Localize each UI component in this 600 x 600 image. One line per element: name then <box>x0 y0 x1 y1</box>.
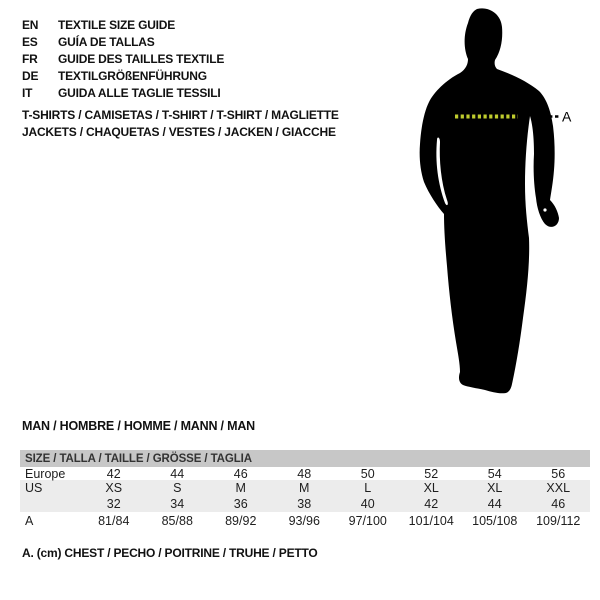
language-row-de <box>22 68 224 85</box>
table-cell: 101/104 <box>408 514 454 528</box>
row-label: A <box>25 514 34 528</box>
table-cell: M <box>235 481 246 495</box>
man-silhouette-figure <box>390 0 600 400</box>
table-cell: 32 <box>106 497 121 511</box>
table-cell: M <box>299 481 310 495</box>
table-cell: 46 <box>233 467 248 481</box>
table-cell: 38 <box>297 497 312 511</box>
language-label: GUIDE DES TAILLES TEXTILE <box>58 51 225 66</box>
row-label: Europe <box>25 467 66 481</box>
table-cell: 81/84 <box>98 514 130 528</box>
language-code: DE <box>22 69 39 84</box>
table-cell: 42 <box>106 467 121 481</box>
measurement-footnote: A. (cm) CHEST / PECHO / POITRINE / TRUHE / PETTO <box>22 546 318 560</box>
table-cell: S <box>173 481 182 495</box>
table-row-us <box>20 480 590 496</box>
table-cell: 42 <box>424 497 439 511</box>
language-row-es <box>22 33 224 50</box>
table-cell: 48 <box>297 467 312 481</box>
table-cell: 105/108 <box>472 514 518 528</box>
table-cell: XS <box>105 481 123 495</box>
measure-label-a: A <box>562 108 572 125</box>
language-code: IT <box>22 86 33 101</box>
man-silhouette-shape <box>420 8 559 393</box>
language-label: TEXTILGRÖßENFÜHRUNG <box>58 69 207 84</box>
table-cell: 109/112 <box>536 514 581 528</box>
language-row-fr <box>22 50 224 67</box>
table-cell: L <box>364 481 372 495</box>
table-cell: 40 <box>360 497 375 511</box>
table-cell: 36 <box>233 497 248 511</box>
table-row-europe <box>20 467 590 480</box>
garment-line-tshirts: T-SHIRTS / CAMISETAS / T-SHIRT / T-SHIRT / MAGLIETTE <box>22 108 339 122</box>
table-cell: XL <box>487 481 503 495</box>
table-cell: 97/100 <box>348 514 387 528</box>
language-row-it <box>22 85 224 102</box>
size-table <box>20 450 590 530</box>
table-cell: 44 <box>170 467 185 481</box>
table-cell: 52 <box>424 467 439 481</box>
table-cell: XL <box>423 481 439 495</box>
language-label: TEXTILE SIZE GUIDE <box>58 17 176 32</box>
table-cell: 89/92 <box>225 514 257 528</box>
section-title-man: MAN / HOMBRE / HOMME / MANN / MAN <box>22 419 255 433</box>
table-cell: 85/88 <box>161 514 193 528</box>
hand-gap-detail <box>543 208 546 211</box>
language-guide <box>22 16 224 102</box>
language-code: ES <box>22 34 38 49</box>
language-code: EN <box>22 17 39 32</box>
table-cell: 44 <box>487 497 502 511</box>
man-silhouette-svg <box>390 0 600 400</box>
table-cell: 93/96 <box>288 514 320 528</box>
language-row-en <box>22 16 224 33</box>
language-label: GUIDA ALLE TAGLIE TESSILI <box>58 86 221 101</box>
language-code: FR <box>22 51 38 66</box>
table-cell: XXL <box>546 481 571 495</box>
size-table-header: SIZE / TALLA / TAILLE / GRÖSSE / TAGLIA <box>20 450 590 467</box>
table-cell: 50 <box>360 467 375 481</box>
language-label: GUÍA DE TALLAS <box>58 34 155 49</box>
table-cell: 46 <box>551 497 566 511</box>
table-cell: 54 <box>487 467 502 481</box>
table-row-chest-a <box>20 512 590 530</box>
table-row-numeric <box>20 496 590 512</box>
table-cell: 56 <box>551 467 566 481</box>
garment-line-jackets: JACKETS / CHAQUETAS / VESTES / JACKEN / GIACCHE <box>22 125 336 140</box>
garment-types <box>22 107 339 142</box>
row-label: US <box>25 481 43 495</box>
table-cell: 34 <box>170 497 185 511</box>
